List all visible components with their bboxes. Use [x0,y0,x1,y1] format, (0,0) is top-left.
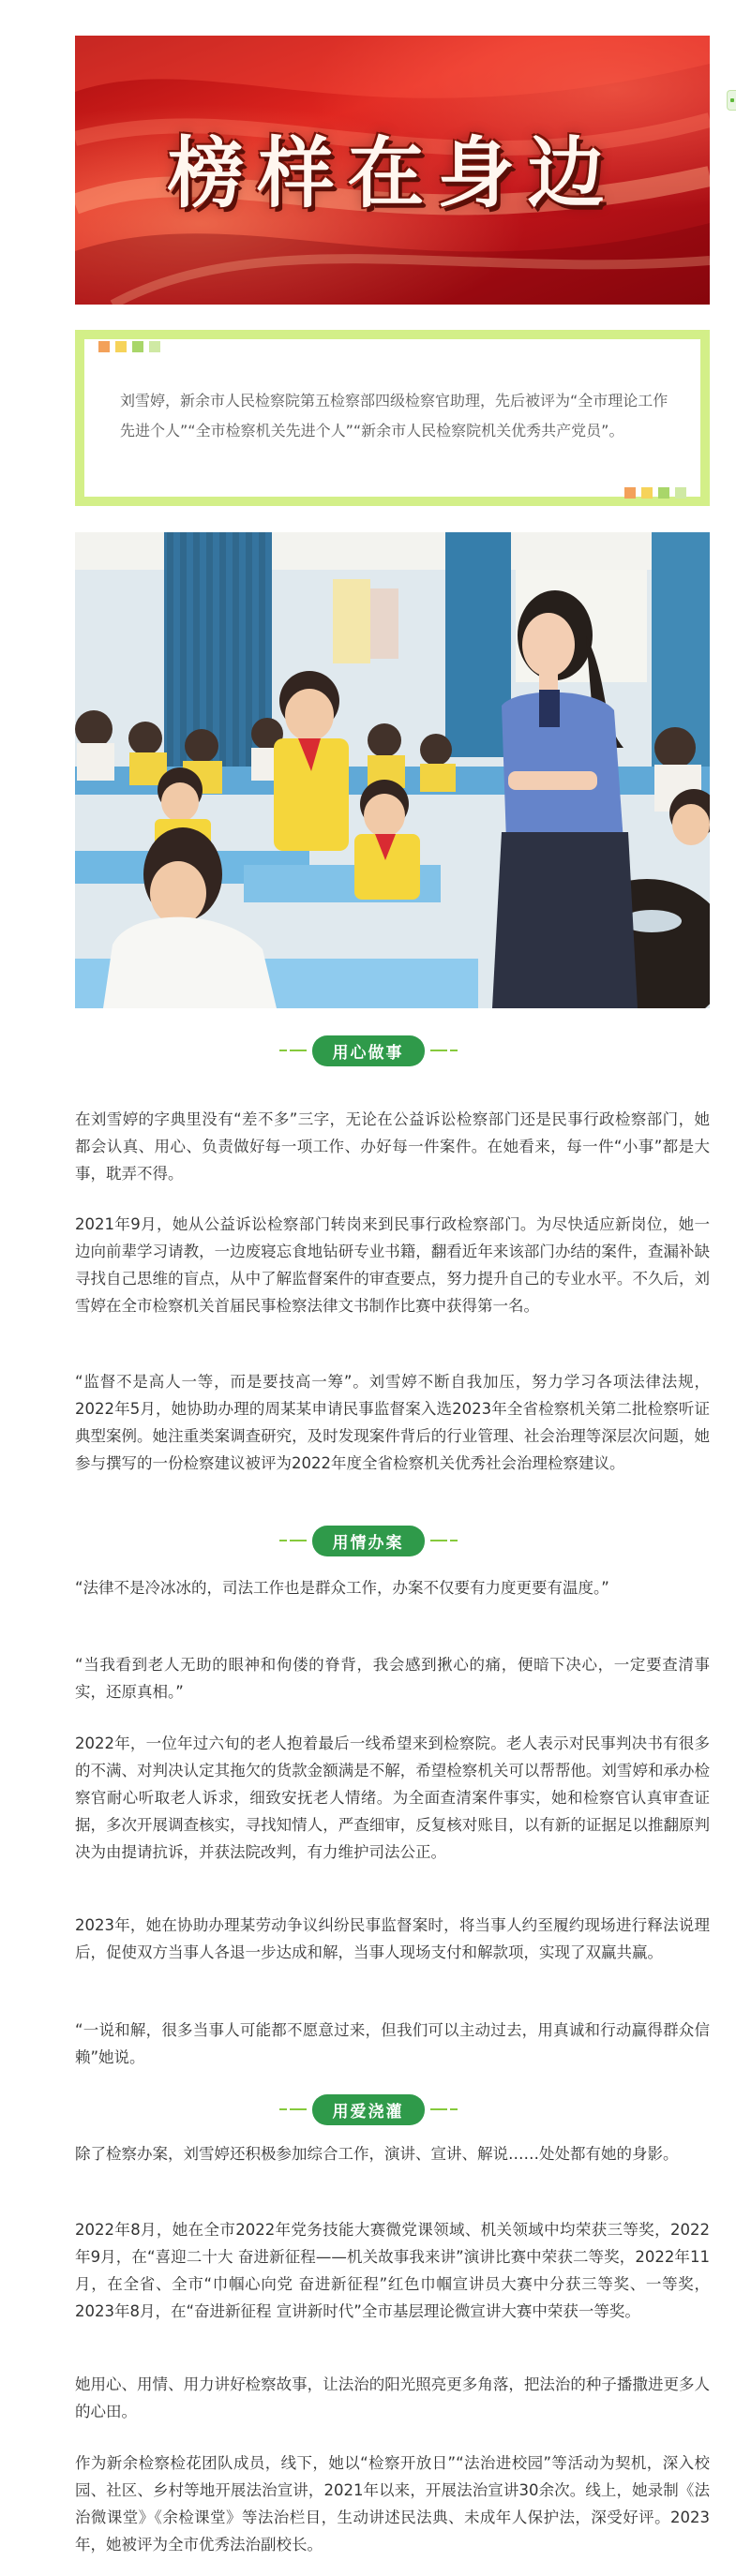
section-heading-1 [0,1035,736,1065]
heading-line-right [430,2108,458,2110]
intro-card [84,339,700,497]
paragraph: 2023年，她在协助办理某劳动争议纠纷民事监督案时，将当事人约至履约现场进行释法说理后，促使双方当事人各退一步达成和解，当事人现场支付和解款项，实现了双赢共赢。 [75,1916,710,1961]
heading-line-left [279,1540,307,1541]
banner-title: 榜样在身边 [167,128,618,218]
heading-line-right [430,1540,458,1541]
paragraph: 她用心、用情、用力讲好检察故事，让法治的阳光照亮更多角落，把法治的种子播撒进更多人的心田。 [75,2375,710,2420]
heading-line-right [430,1050,458,1051]
classroom-photo [75,532,710,1008]
side-tab-icon [730,98,734,102]
paragraph: 2022年，一位年过六旬的老人抱着最后一线希望来到检察院。老人表示对民事判决书有很多的不满、对判决认定其拖欠的货款金额满是不解，希望检察机关可以帮帮他。刘雪婷和承办检察官耐心听取老人诉求，细致安抚老人情绪。为全面查清案件事实，她和检察官认真审查证据，多次开展调查核实，寻找知情人，严查细审，反复核对账目，以有新的证据足以推翻原判决为由提请抗诉，并获法院改判，有力维护司法公正。 [75,1735,710,1861]
paragraph: “监督不是高人一等，而是要技高一筹”。刘雪婷不断自我加压，努力学习各项法律法规，2022年5月，她协助办理的周某某申请民事监督案入选2023年全省检察机关第二批检察听证典型案例。她注重类案调查研究，及时发现案件背后的行业管理、社会治理等深层次问题，她参与撰写的一份检察建议被评为2022年度全省检察机关优秀社会治理检察建议。 [75,1373,710,1472]
section-heading-label: 用情办案 [312,1526,425,1556]
side-toolbar-tab[interactable] [727,90,736,111]
section-heading-label: 用心做事 [312,1035,425,1066]
intro-frame [75,330,710,506]
decor-dots-top [98,341,160,352]
paragraph: 作为新余检察检花团队成员，线下，她以“检察开放日”“法治进校园”等活动为契机，深入校园、社区、乡村等地开展法治宣讲，2021年以来，开展法治宣讲30余次。线上，她录制《法治微课堂》《余检课堂》等法治栏目，生动讲述民法典、未成年人保护法，深受好评。2023年，她被评为全市优秀法治副校长。 [75,2454,710,2554]
decor-dots-bottom [624,487,686,499]
paragraph: 在刘雪婷的字典里没有“差不多”三字，无论在公益诉讼检察部门还是民事行政检察部门，她都会认真、用心、负责做好每一项工作、办好每一件案件。在她看来，每一件“小事”都是大事，耽弄不得。 [75,1110,710,1183]
header-banner [75,36,710,305]
section-heading-3 [0,2094,736,2124]
paragraph: 除了检察办案，刘雪婷还积极参加综合工作，演讲、宣讲、解说……处处都有她的身影。 [75,2145,679,2163]
intro-text: 刘雪婷，新余市人民检察院第五检察部四级检察官助理，先后被评为“全市理论工作先进个人”“全市检察机关先进个人”“新余市人民检察院机关优秀共产党员”。 [120,392,668,439]
paragraph: 2022年8月，她在全市2022年党务技能大赛微党课领域、机关领域中均荣获三等奖，2022年9月，在“喜迎二十大 奋进新征程——机关故事我来讲”演讲比赛中荣获二等奖，2022年11月，在全省、全市“巾帼心向党 奋进新征程”红色巾帼宣讲员大赛中分获三等奖、一等奖，2023年8月，在“奋进新征程 宣讲新时代”全市基层理论微宣讲大赛中荣获一等奖。 [75,2221,710,2320]
paragraph: “当我看到老人无助的眼神和佝偻的脊背，我会感到揪心的痛，便暗下决心，一定要查清事实，还原真相。” [75,1656,710,1701]
paragraph: “一说和解，很多当事人可能都不愿意过来，但我们可以主动过去，用真诚和行动赢得群众信赖”她说。 [75,2021,710,2066]
heading-line-left [279,1050,307,1051]
paragraph: 2021年9月，她从公益诉讼检察部门转岗来到民事行政检察部门。为尽快适应新岗位，她一边向前辈学习请教，一边废寝忘食地钻研专业书籍，翻看近年来该部门办结的案件，查漏补缺寻找自己思维的盲点，从中了解监督案件的审查要点，努力提升自己的专业水平。不久后，刘雪婷在全市检察机关首届民事检察法律文书制作比赛中获得第一名。 [75,1215,710,1315]
section-heading-label: 用爱浇灌 [312,2094,425,2125]
heading-line-left [279,2108,307,2110]
paragraph: “法律不是冷冰冰的，司法工作也是群众工作，办案不仅要有力度更要有温度。” [75,1579,609,1597]
section-heading-2 [0,1526,736,1556]
